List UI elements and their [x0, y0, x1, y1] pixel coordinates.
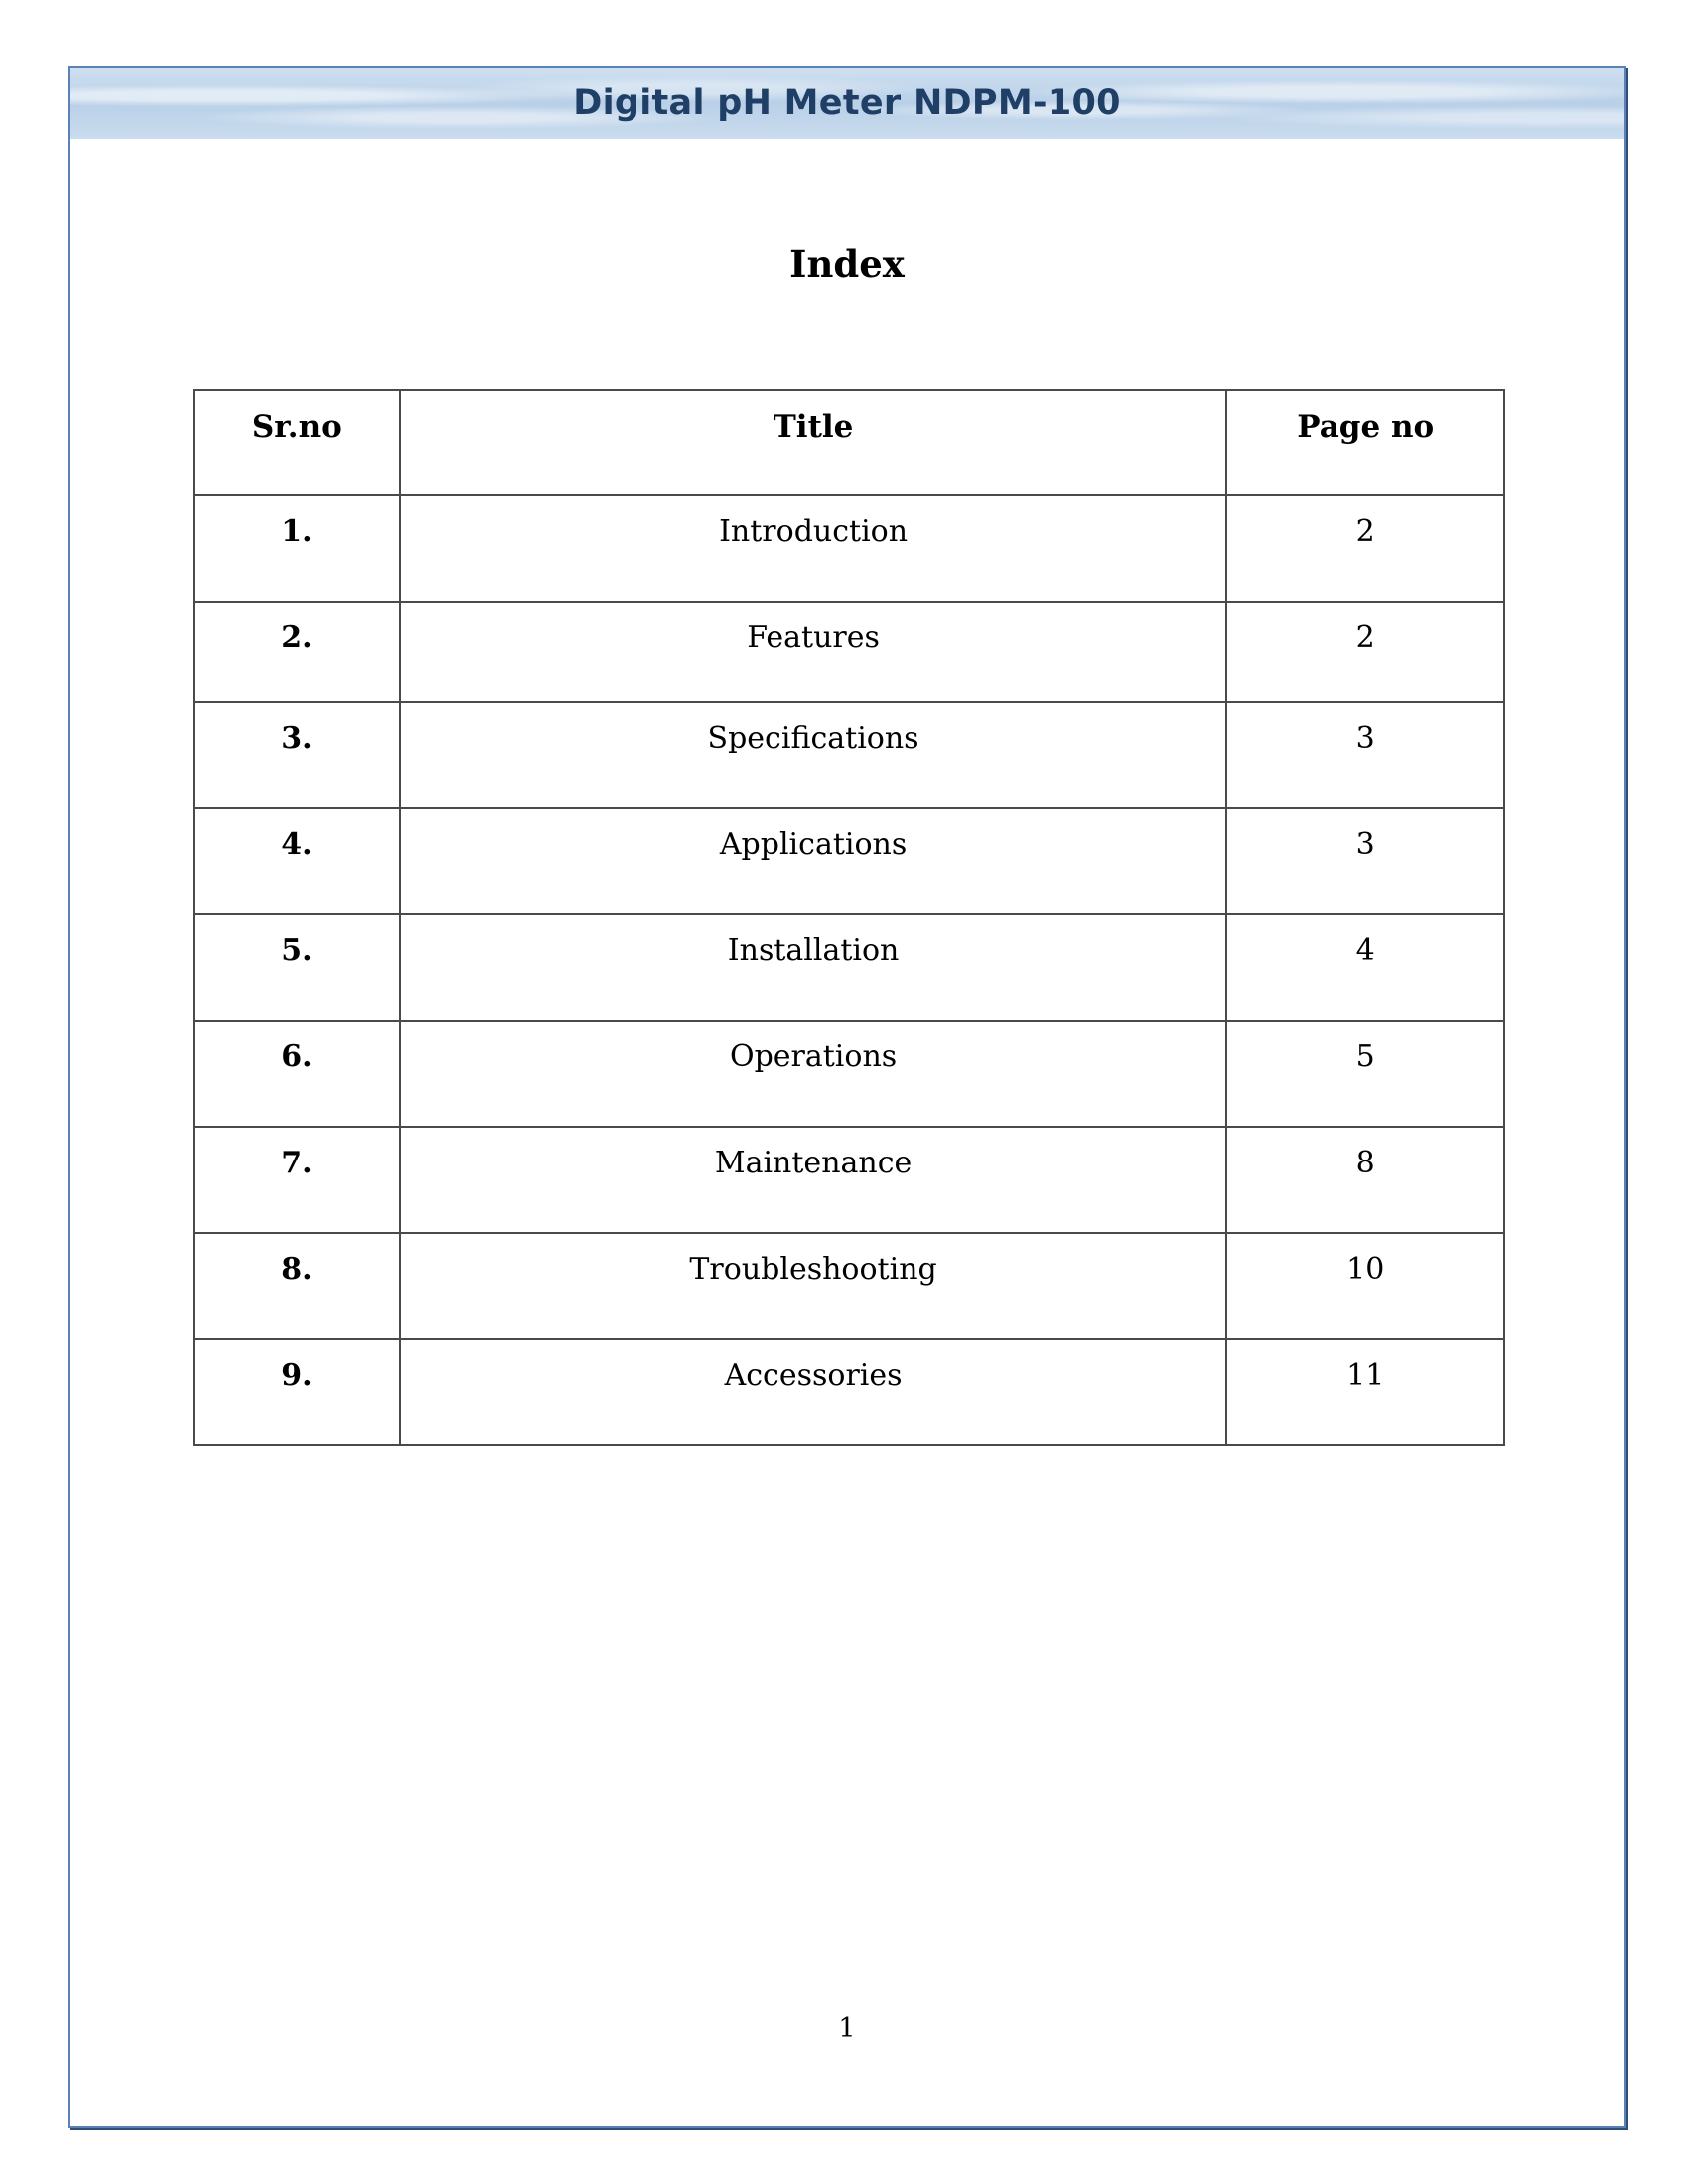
row-page-no: 2	[1226, 602, 1504, 702]
column-header-sr-no: Sr.no	[194, 390, 400, 495]
row-sr-no: 8.	[194, 1233, 400, 1339]
row-title: Features	[400, 602, 1227, 702]
table-row	[194, 914, 1504, 1021]
table-row	[194, 702, 1504, 808]
row-sr-no: 9.	[194, 1339, 400, 1445]
index-table	[193, 389, 1505, 1446]
row-page-no: 3	[1226, 702, 1504, 808]
column-header-title: Title	[400, 390, 1227, 495]
row-sr-no: 5.	[194, 914, 400, 1021]
table-row	[194, 1233, 1504, 1339]
row-title: Applications	[400, 808, 1227, 914]
table-row	[194, 808, 1504, 914]
row-page-no: 2	[1226, 495, 1504, 602]
row-title: Operations	[400, 1021, 1227, 1127]
document-title: Digital pH Meter NDPM-100	[573, 83, 1121, 123]
row-page-no: 10	[1226, 1233, 1504, 1339]
row-title: Maintenance	[400, 1127, 1227, 1233]
table-row	[194, 1127, 1504, 1233]
table-header-row	[194, 390, 1504, 495]
row-page-no: 3	[1226, 808, 1504, 914]
row-title: Introduction	[400, 495, 1227, 602]
row-title: Specifications	[400, 702, 1227, 808]
row-title: Installation	[400, 914, 1227, 1021]
table-row	[194, 602, 1504, 702]
row-title: Troubleshooting	[400, 1233, 1227, 1339]
row-sr-no: 1.	[194, 495, 400, 602]
row-page-no: 5	[1226, 1021, 1504, 1127]
row-title: Accessories	[400, 1339, 1227, 1445]
row-sr-no: 7.	[194, 1127, 400, 1233]
table-row	[194, 495, 1504, 602]
page-number: 1	[838, 2013, 856, 2044]
column-header-page-no: Page no	[1226, 390, 1504, 495]
row-sr-no: 6.	[194, 1021, 400, 1127]
row-page-no: 11	[1226, 1339, 1504, 1445]
row-sr-no: 3.	[194, 702, 400, 808]
table-row	[194, 1339, 1504, 1445]
row-page-no: 4	[1226, 914, 1504, 1021]
row-sr-no: 2.	[194, 602, 400, 702]
index-heading: Index	[789, 242, 905, 286]
row-page-no: 8	[1226, 1127, 1504, 1233]
table-row	[194, 1021, 1504, 1127]
header-band	[70, 68, 1624, 139]
page-frame	[68, 66, 1626, 2128]
row-sr-no: 4.	[194, 808, 400, 914]
